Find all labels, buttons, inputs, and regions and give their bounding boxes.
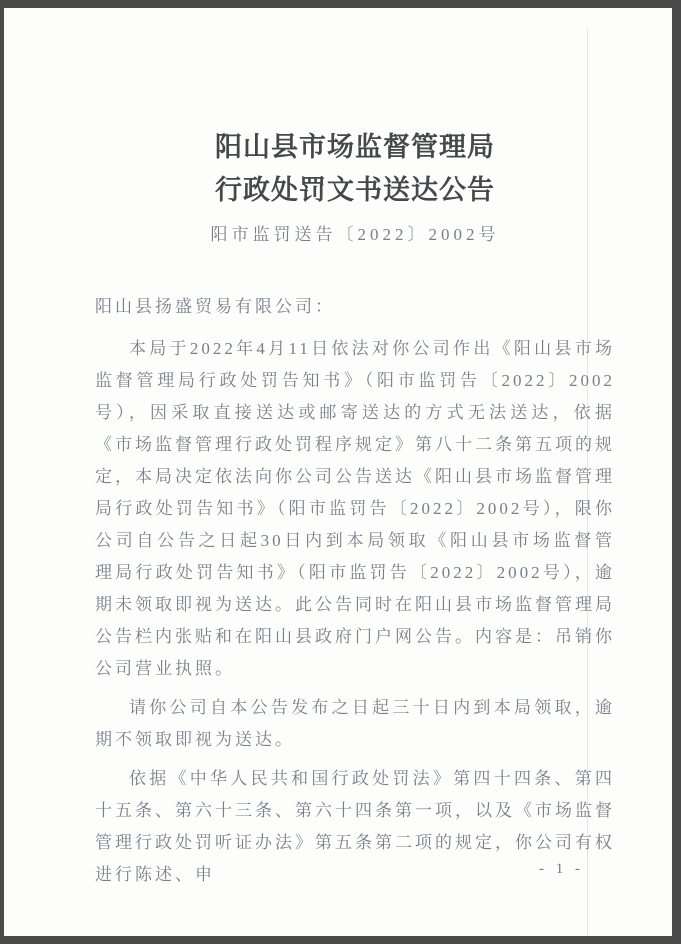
addressee-line: 阳山县扬盛贸易有限公司：: [95, 297, 335, 316]
notice-title-line1: 阳山县市场监督管理局: [215, 132, 495, 162]
body-paragraph-2: 请你公司自本公告发布之日起三十日内到本局领取，逾期不领取即视为送达。: [95, 698, 615, 749]
body-paragraph-3: 依据《中华人民共和国行政处罚法》第四十四条、第四十五条、第六十三条、第六十四条第一项，以及《市场监督管理行政处罚听证办法》第五条第二项的规定，你公司有权进行陈述、申: [95, 769, 615, 884]
doc-number: 阳市监罚送告〔2022〕2002号: [210, 225, 500, 244]
notice-title: [95, 126, 615, 212]
paper-sheet: [4, 8, 672, 936]
body-paragraph-1: 本局于2022年4月11日依法对你公司作出《阳山县市场监督管理局行政处罚告知书》（阳市监罚告〔2022〕2002号），因采取直接送达或邮寄送达的方式无法送达，依据《市场监督管理行政处罚程序规定》第八十二条第五项的规定，本局决定依法向你公司公告送达《阳山县市场监督管理局行政处罚告知书》（阳市监罚告〔2022〕2002号），限你公司自公告之日起30日内到本局领取《阳山县市场监督管理局行政处罚告知书》（阳市监罚告〔2022〕2002号），逾期未领取即视为送达。此公告同时在阳山县市场监督管理局公告栏内张贴和在阳山县政府门户网公告。内容是：吊销你公司营业执照。: [95, 339, 615, 678]
notice-title-line2: 行政处罚文书送达公告: [215, 175, 495, 205]
notice-body: [95, 291, 615, 891]
document-content: [95, 8, 615, 898]
page-number: - 1 -: [539, 861, 584, 877]
